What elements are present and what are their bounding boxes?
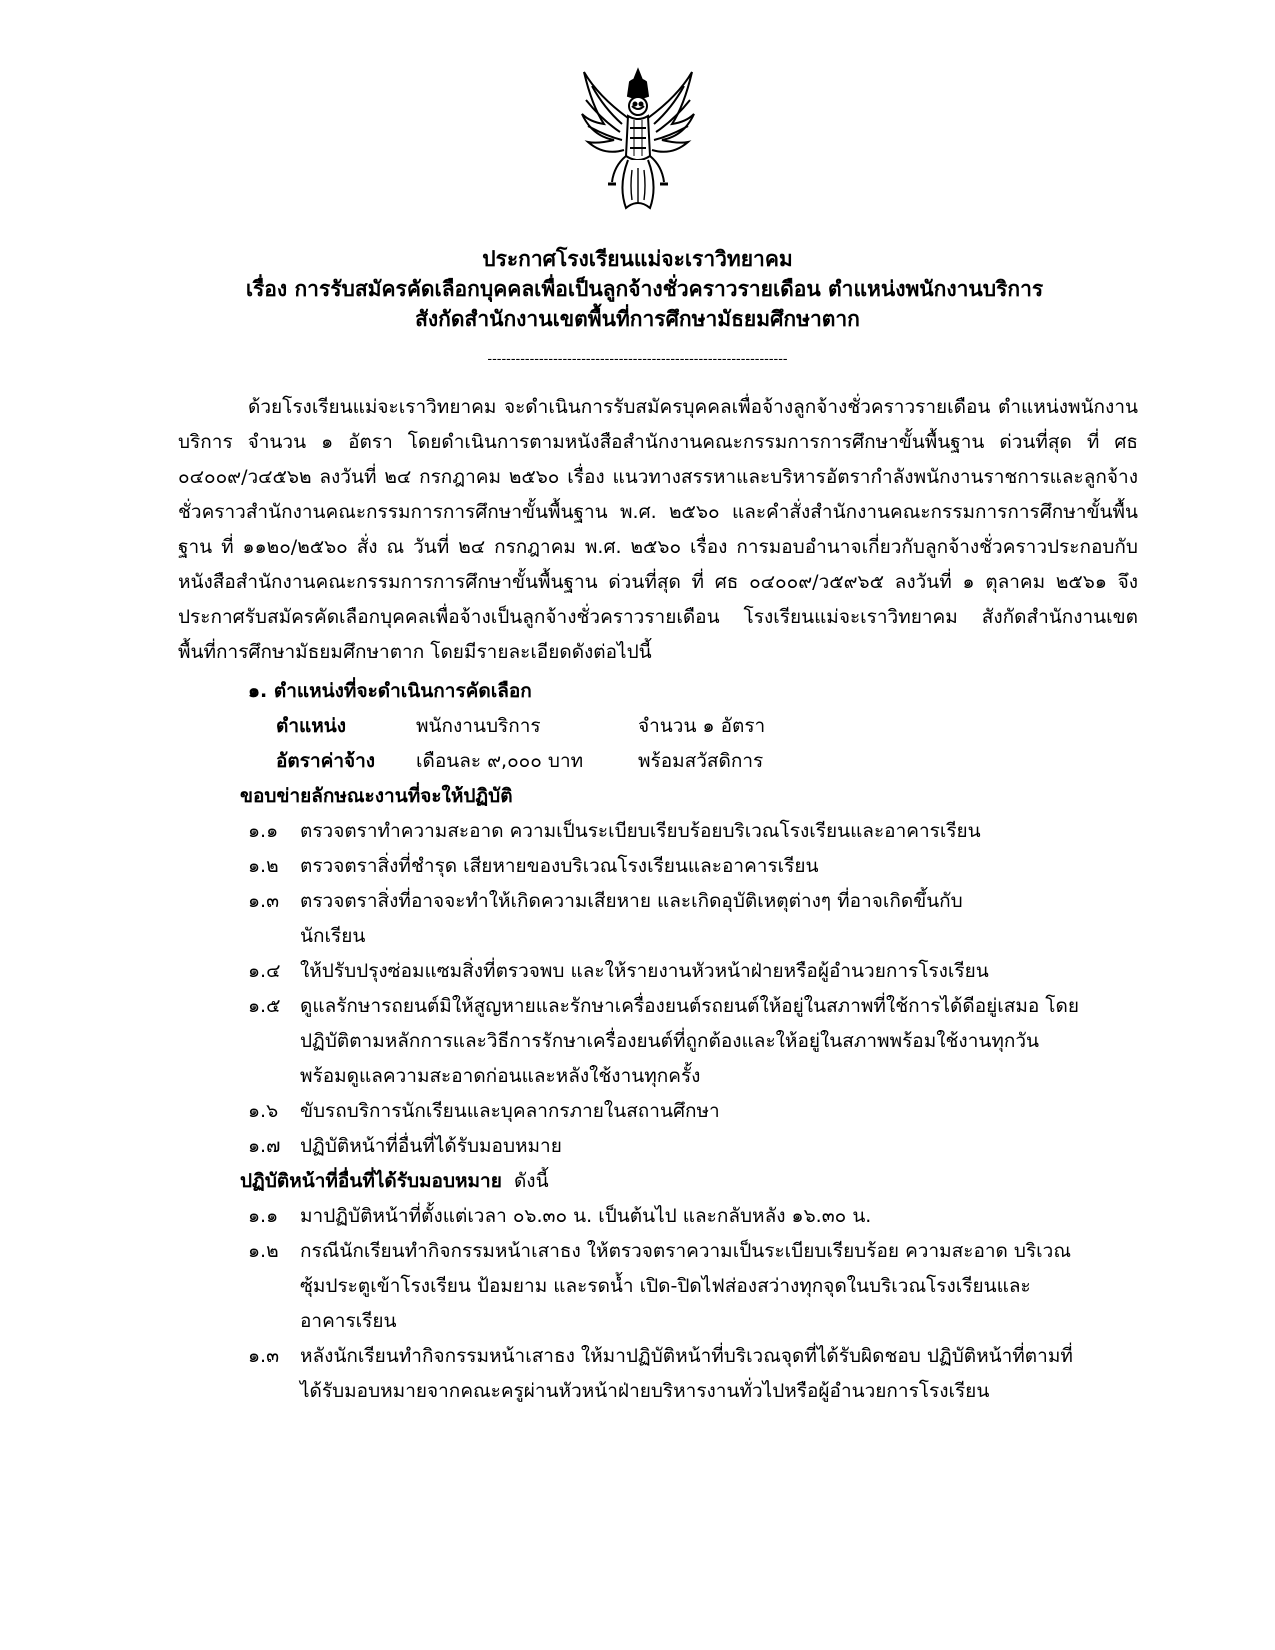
list-item-number: ๑.๖ [248, 1100, 279, 1122]
list-item [178, 1199, 1138, 1234]
list-item [178, 1094, 1138, 1129]
separator: ---------------------------------------------------------------- [487, 352, 788, 367]
list-item [178, 954, 1138, 989]
wage-row [178, 744, 1138, 779]
count-value: จำนวน ๑ อัตรา [638, 715, 766, 737]
benefit-value: พร้อมสวัสดิการ [638, 750, 764, 772]
list-item-number: ๑.๒ [248, 1240, 279, 1262]
list-item-text: ขับรถบริการนักเรียนและบุคลากรภายในสถานศึกษา [300, 1100, 720, 1122]
other-duties-suffix: ดังนี้ [513, 1170, 549, 1192]
list-item-text: หลังนักเรียนทำกิจกรรมหน้าเสาธง ให้มาปฏิบัติหน้าที่บริเวณจุดที่ได้รับผิดชอบ ปฏิบัติหน้าที่ตามที่ได้รับมอบหมายจากคณะครูผ่านหัวหน้าฝ่ายบริหารงานทั่วไปหรือผู้อำนวยการโรงเรียน [300, 1345, 1073, 1402]
list-item [178, 1339, 1138, 1409]
list-item-text: กรณีนักเรียนทำกิจกรรมหน้าเสาธง ให้ตรวจตราความเป็นระเบียบเรียบร้อย ความสะอาด บริเวณซุ้มประตูเข้าโรงเรียน ป้อมยาม และรดน้ำ เปิด-ปิดไฟส่องสว่างทุกจุดในบริเวณโรงเรียนและอาคารเรียน [300, 1240, 1071, 1332]
position-value: พนักงานบริการ [416, 715, 541, 737]
list-item-text: มาปฏิบัติหน้าที่ตั้งแต่เวลา ๐๖.๓๐ น. เป็นต้นไป และกลับหลัง ๑๖.๓๐ น. [300, 1205, 872, 1227]
scope-heading: ขอบข่ายลักษณะงานที่จะให้ปฏิบัติ [240, 785, 513, 807]
list-item-number: ๑.๔ [248, 960, 281, 982]
document-body [178, 390, 1138, 1409]
list-item-number: ๑.๓ [248, 890, 280, 912]
list-item-text: ตรวจตราสิ่งที่ชำรุด เสียหายของบริเวณโรงเรียนและอาคารเรียน [300, 855, 819, 877]
list-item-number: ๑.๑ [248, 1205, 279, 1227]
affiliation-line: สังกัดสำนักงานเขตพื้นที่การศึกษามัธยมศึกษาตาก [415, 307, 860, 331]
list-item-number: ๑.๓ [248, 1345, 280, 1367]
garuda-emblem-icon [578, 66, 698, 216]
list-item-number: ๑.๑ [248, 820, 279, 842]
intro-paragraph: ด้วยโรงเรียนแม่จะเราวิทยาคม จะดำเนินการรับสมัครบุคคลเพื่อจ้างลูกจ้างชั่วคราวรายเดือน ตำแหน่งพนักงานบริการ จำนวน ๑ อัตรา โดยดำเนินการตามหนังสือสำนักงานคณะกรรมการการศึกษาขั้นพื้นฐาน ด่วนที่สุด ที่ ศธ ๐๔๐๐๙/ว๔๕๖๒ ลงวันที่ ๒๔ กรกฎาคม ๒๕๖๐ เรื่อง แนวทางสรรหาและบริหารอัตรากำลังพนักงานราชการและลูกจ้างชั่วคราวสำนักงานคณะกรรมการการศึกษาขั้นพื้นฐาน พ.ศ. ๒๕๖๐ และคำสั่งสำนักงานคณะกรรมการการศึกษาขั้นพื้นฐาน ที่ ๑๑๒๐/๒๕๖๐ สั่ง ณ วันที่ ๒๔ กรกฎาคม พ.ศ. ๒๕๖๐ เรื่อง การมอบอำนาจเกี่ยวกับลูกจ้างชั่วคราวประกอบกับหนังสือสำนักงานคณะกรรมการการศึกษาขั้นพื้นฐาน ด่วนที่สุด ที่ ศธ ๐๔๐๐๙/ว๕๙๖๕ ลงวันที่ ๑ ตุลาคม ๒๕๖๑ จึงประกาศรับสมัครคัดเลือกบุคคลเพื่อจ้างเป็นลูกจ้างชั่วคราวรายเดือน โรงเรียนแม่จะเราวิทยาคม สังกัดสำนักงานเขตพื้นที่การศึกษามัธยมศึกษาตาก โดยมีรายละเอียดดังต่อไปนี้ [178, 396, 1138, 663]
wage-label: อัตราค่าจ้าง [276, 750, 376, 772]
list-item-text: ตรวจตราสิ่งที่อาจจะทำให้เกิดความเสียหาย และเกิดอุบัติเหตุต่างๆ ที่อาจเกิดขึ้นกับนักเรียน [300, 890, 963, 947]
list-item [178, 884, 1138, 954]
list-item-text: ให้ปรับปรุงซ่อมแซมสิ่งที่ตรวจพบ และให้รายงานหัวหน้าฝ่ายหรือผู้อำนวยการโรงเรียน [300, 960, 989, 982]
wage-value: เดือนละ ๙,๐๐๐ บาท [416, 750, 584, 772]
list-item-text: ตรวจตราทำความสะอาด ความเป็นระเบียบเรียบร้อยบริเวณโรงเรียนและอาคารเรียน [300, 820, 981, 842]
subject-line: เรื่อง การรับสมัครคัดเลือกบุคคลเพื่อเป็นลูกจ้างชั่วคราวรายเดือน ตำแหน่งพนักงานบริการ [245, 277, 1044, 301]
list-item [178, 1129, 1138, 1164]
list-item-number: ๑.๗ [248, 1135, 281, 1157]
list-item [178, 989, 1138, 1094]
other-duties-heading [178, 1164, 1138, 1199]
position-row [178, 709, 1138, 744]
list-item-number: ๑.๒ [248, 855, 279, 877]
list-item [178, 814, 1138, 849]
section1-heading: ๑. ตำแหน่งที่จะดำเนินการคัดเลือก [248, 680, 532, 702]
list-item [178, 849, 1138, 884]
list-item-text: ดูแลรักษารถยนต์มิให้สูญหายและรักษาเครื่องยนต์รถยนต์ให้อยู่ในสภาพที่ใช้การได้ดีอยู่เสมอ โดยปฏิบัติตามหลักการและวิธีการรักษาเครื่องยนต์ที่ถูกต้องและให้อยู่ในสภาพพร้อมใช้งานทุกวัน พร้อมดูแลความสะอาดก่อนและหลังใช้งานทุกครั้ง [300, 995, 1079, 1087]
position-label: ตำแหน่ง [276, 715, 347, 737]
announcement-heading [0, 244, 1275, 334]
announcement-title: ประกาศโรงเรียนแม่จะเราวิทยาคม [482, 247, 793, 271]
list-item-text: ปฏิบัติหน้าที่อื่นที่ได้รับมอบหมาย [300, 1135, 562, 1157]
list-item-number: ๑.๕ [248, 995, 281, 1017]
other-duties-title: ปฏิบัติหน้าที่อื่นที่ได้รับมอบหมาย [240, 1170, 502, 1192]
list-item [178, 1234, 1138, 1339]
